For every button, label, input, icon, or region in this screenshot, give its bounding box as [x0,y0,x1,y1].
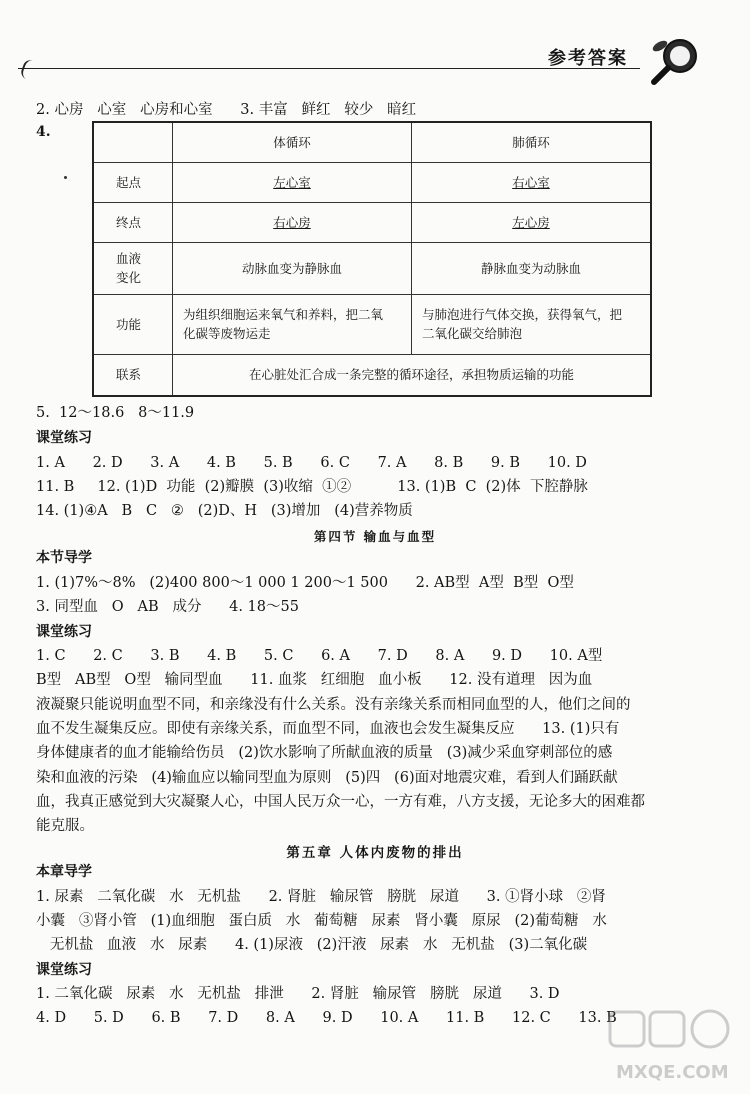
answer-line: 3. 同型血 O AB 成分 4. 18～55 [36,599,299,615]
table-cell: 与肺泡进行气体交换，获得氧气，把 二氧化碳交给肺泡 [411,294,651,354]
cell-text: 左心房 [512,214,550,230]
answer-line: 染和血液的污染 (4)输血应以输同型血为原则 (5)四 (6)面对地震灾难，看到人们踊跃献 [36,770,618,786]
section-subheading: 本节导学 [36,550,92,566]
table-cell [411,202,651,242]
answer-line: 1. C 2. C 3. B 4. B 5. C 6. A 7. D 8. A 9. D 10. A型 [36,648,603,664]
table-cell: 为组织细胞运来氧气和养料，把二氧 化碳等废物运走 [173,294,412,354]
answer-line: 血不发生凝集反应。即使有亲缘关系，而血型不同，血液也会发生凝集反应 13. (1)只有 [36,721,620,737]
answer-line: 身体健康者的血才能输给伤员 (2)饮水影响了所献血液的质量 (3)减少采血穿刺部位的感 [36,745,613,761]
stray-dot [64,176,67,179]
table-cell [173,162,412,202]
column-header: 肺循环 [411,122,651,162]
table-cell [173,202,412,242]
answer-line: 14. (1)④A B C ② (2)D、H (3)增加 (4)营养物质 [36,503,413,519]
section-subheading: 课堂练习 [36,430,92,446]
row-header: 血液 变化 [93,242,173,294]
answer-line: 1. A 2. D 3. A 4. B 5. B 6. C 7. A 8. B 9. B 10. D [36,455,587,471]
answer-line: 4. D 5. D 6. B 7. D 8. A 9. D 10. A 11. B 12. C 13. B [36,1010,617,1026]
answer-line: 2. 心房 心室 心房和心室 3. 丰富 鲜红 较少 暗红 [36,102,417,118]
answer-line: B型 AB型 O型 输同型血 11. 血浆 红细胞 血小板 12. 没有道理 因为血 [36,672,593,688]
cell-text: 左心室 [273,174,311,190]
chapter-heading: 第五章 人体内废物的排出 [286,845,464,861]
answer-line: 无机盐 血液 水 尿素 4. (1)尿液 (2)汗液 尿素 水 无机盐 (3)二氧化碳 [36,937,588,953]
column-header: 体循环 [173,122,412,162]
section-subheading: 课堂练习 [36,962,92,978]
question-number: 4. [36,124,51,140]
answer-line: 1. (1)7%～8% (2)400 800～1 000 1 200～1 500 2. AB型 A型 B型 O型 [36,575,574,591]
circulation-table [92,121,652,397]
answer-line: 液凝聚只能说明血型不同，和亲缘没有什么关系。没有亲缘关系而相同血型的人，他们之间的 [36,697,631,713]
table-cell: 动脉血变为静脉血 [173,242,412,294]
answer-line: 能克服。 [36,818,94,834]
svg-text:MXQE.COM: MXQE.COM [616,1062,729,1083]
header-rule [18,68,640,69]
table-header-row [93,122,651,162]
cell-text: 右心房 [273,214,311,230]
answer-line: 11. B 12. (1)D 功能 (2)瓣膜 (3)收缩 ①② 13. (1)B C (2)体 下腔静脉 [36,479,588,495]
cell-text: 右心室 [512,174,550,190]
table-corner-cell [93,122,173,162]
magnifier-icon [650,30,706,86]
table-row [93,202,651,242]
row-header: 起点 [93,162,173,202]
section-subheading: 本章导学 [36,864,92,880]
table-row [93,354,651,396]
table-cell: 静脉血变为动脉血 [411,242,651,294]
answer-line: 5. 12～18.6 8～11.9 [36,405,195,421]
table-row [93,242,651,294]
section-heading: 第四节 输血与血型 [313,529,437,544]
section-subheading: 课堂练习 [36,624,92,640]
answer-line: 小囊 ③肾小管 (1)血细胞 蛋白质 水 葡萄糖 尿素 肾小囊 原尿 (2)葡萄糖 水 [36,913,607,929]
row-header: 联系 [93,354,173,396]
row-header: 功能 [93,294,173,354]
answer-line: 1. 尿素 二氧化碳 水 无机盐 2. 肾脏 输尿管 膀胱 尿道 3. ①肾小球 ②肾 [36,889,606,905]
table-cell-span: 在心脏处汇合成一条完整的循环途径，承担物质运输的功能 [173,354,652,396]
table-row [93,294,651,354]
page-title: 参考答案 [548,48,628,69]
row-header: 终点 [93,202,173,242]
table-row [93,162,651,202]
table-cell [411,162,651,202]
watermark-logo [600,1002,740,1086]
answer-line: 1. 二氧化碳 尿素 水 无机盐 排泄 2. 肾脏 输尿管 膀胱 尿道 3. D [36,986,560,1002]
header-curl-ornament [19,58,41,82]
answer-line: 血，我真正感觉到大灾凝聚人心，中国人民万众一心，一方有难，八方支援，无论多大的困难都 [36,794,645,810]
